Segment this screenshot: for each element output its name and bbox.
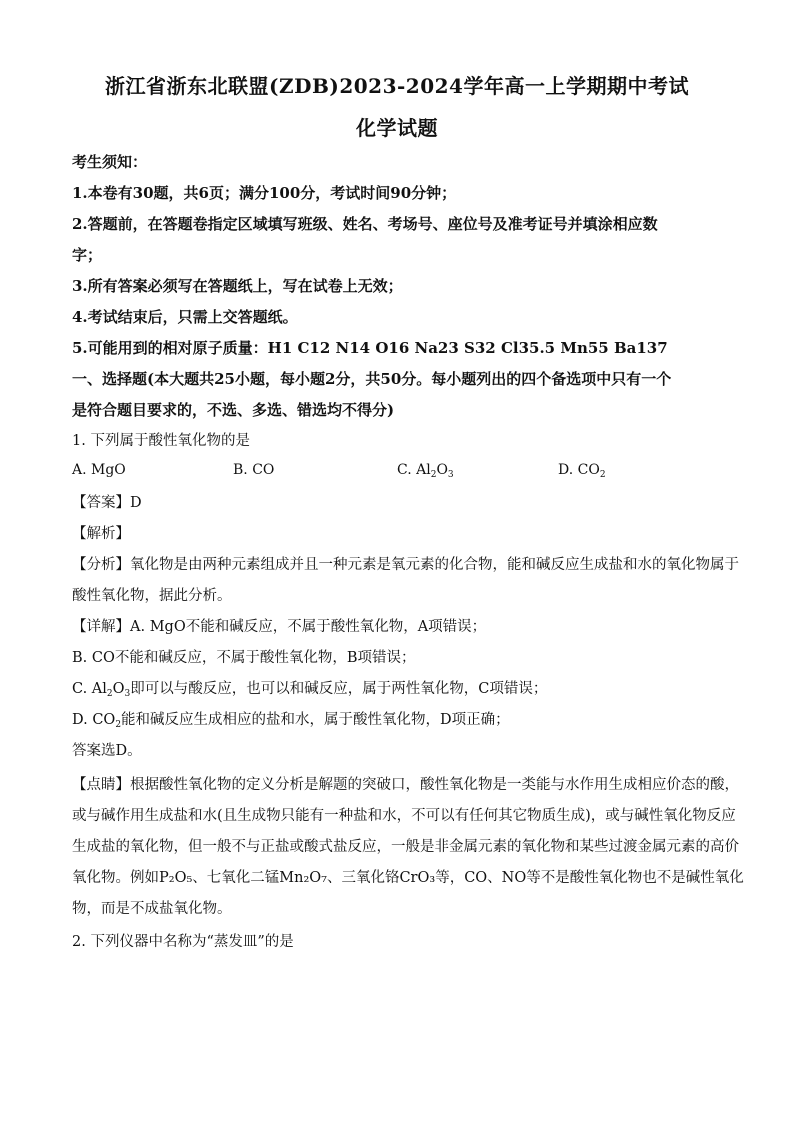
detail-b: B. CO不能和碱反应，不属于酸性氧化物，B项错误； xyxy=(72,650,416,666)
section-heading-line1: 一、选择题(本大题共25小题，每小题2分，共50分。每小题列出的四个备选项中只有一个 xyxy=(72,370,672,388)
option-d: D. $CO_2$ xyxy=(558,462,606,480)
option-c: C. $Al_2O_3$ xyxy=(397,462,454,480)
analysis-fenxi-line2: 酸性氧化物，据此分析。 xyxy=(72,588,232,604)
detail-a: 【详解】A. MgO不能和碱反应，不属于酸性氧化物，A项错误； xyxy=(72,619,487,635)
tip-line5: 物，而是不成盐氧化物。 xyxy=(72,901,232,917)
question-2-stem: 2. 下列仪器中名称为“蒸发皿”的是 xyxy=(72,934,294,950)
tip-line4: 氧化物。例如P₂O₅、七氧化二锰Mn₂O₇、三氧化铬CrO₃等，CO、NO等不是酸性氧化物也不是碱性氧化 xyxy=(72,870,744,886)
detail-c: C. $Al_2O_3$即可以与酸反应，也可以和碱反应，属于两性氧化物，C项错误； xyxy=(72,681,548,699)
exam-subtitle: 化学试题 xyxy=(356,116,438,140)
section-heading-line2: 是符合题目要求的，不选、多选、错选均不得分) xyxy=(72,401,395,419)
tip-line1: 【点睛】根据酸性氧化物的定义分析是解题的突破口，酸性氧化物是一类能与水作用生成相应价态的酸， xyxy=(72,777,739,793)
notice-item-2-cont: 字； xyxy=(72,246,103,264)
option-a: A. MgO xyxy=(72,462,126,478)
analysis-label: 【解析】 xyxy=(72,526,130,542)
notice-item-4: 4.考试结束后，只需上交答题纸。 xyxy=(72,308,298,326)
answer-line: 【答案】D xyxy=(72,495,142,511)
analysis-fenxi-line1: 【分析】氧化物是由两种元素组成并且一种元素是氧元素的化合物，能和碱反应生成盐和水的氧化物属于 xyxy=(72,557,739,573)
notice-item-2: 2.答题前，在答题卷指定区域填写班级、姓名、考场号、座位号及准考证号并填涂相应数 xyxy=(72,215,658,233)
notice-item-1: 1.本卷有30题，共6页；满分100分，考试时间90分钟； xyxy=(72,184,457,202)
question-1-stem: 1. 下列属于酸性氧化物的是 xyxy=(72,433,250,449)
notice-item-3: 3.所有答案必须写在答题纸上，写在试卷上无效； xyxy=(72,277,403,295)
notice-item-5: 5.可能用到的相对原子质量：H1 C12 N14 O16 Na23 S32 Cl35.5 Mn55 Ba137 xyxy=(72,339,668,357)
tip-line2: 或与碱作用生成盐和水(且生成物只能有一种盐和水，不可以有任何其它物质生成)，或与碱性氧化物反应 xyxy=(72,808,736,824)
conclusion-line: 答案选D。 xyxy=(72,743,142,759)
exam-title: 浙江省浙东北联盟(ZDB)2023-2024学年高一上学期期中考试 xyxy=(105,74,689,98)
tip-line3: 生成盐的氧化物，但一般不与正盐或酸式盐反应，一般是非金属元素的氧化物和某些过渡金属元素的高价 xyxy=(72,839,739,855)
option-b: B. CO xyxy=(233,462,275,478)
notice-heading: 考生须知： xyxy=(72,153,148,171)
detail-d: D. $CO_2$能和碱反应生成相应的盐和水，属于酸性氧化物，D项正确； xyxy=(72,712,510,730)
